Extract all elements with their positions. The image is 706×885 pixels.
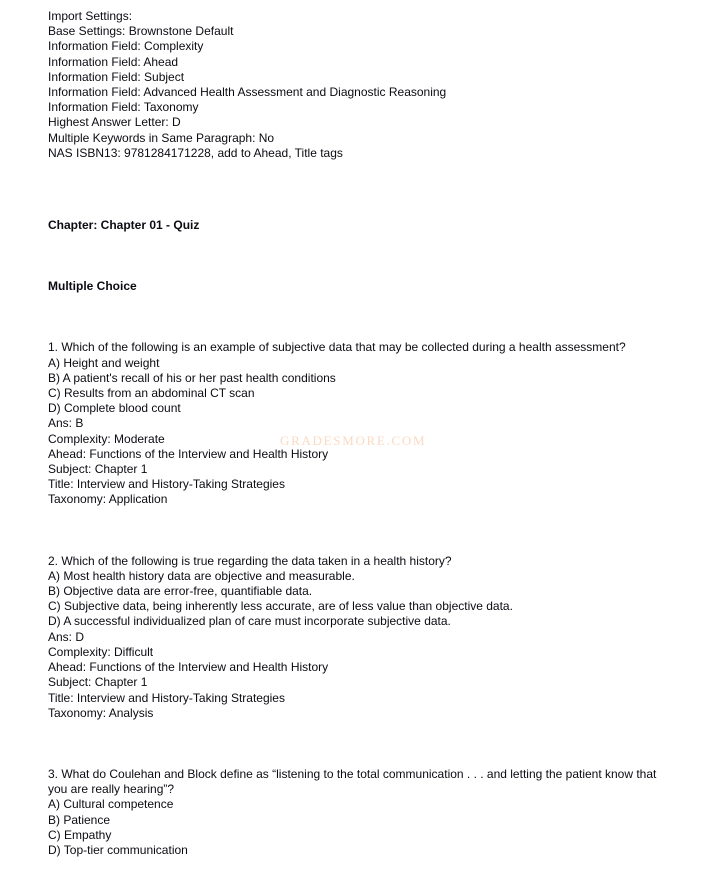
answer-option: B) Objective data are error-free, quantifiable data.	[48, 584, 313, 599]
question-metadata-complexity: Complexity: Difficult	[48, 644, 154, 659]
answer-option: C) Results from an abdominal CT scan	[48, 386, 255, 401]
question-metadata-taxonomy: Taxonomy: Application	[48, 492, 168, 507]
answer-option: D) Complete blood count	[48, 401, 181, 416]
answer-option: C) Empathy	[48, 827, 112, 842]
import-settings-line: Import Settings:	[48, 9, 133, 23]
question-metadata-answer: Ans: D	[48, 629, 85, 644]
answer-option: D) Top-tier communication	[48, 842, 188, 857]
import-settings-line: Base Settings: Brownstone Default	[48, 24, 234, 39]
question-metadata-title: Title: Interview and History-Taking Strategies	[48, 477, 285, 492]
spacer	[48, 508, 706, 554]
import-settings-line: Information Field: Advanced Health Assessment and Diagnostic Reasoning	[48, 85, 447, 100]
watermark: GRADESMORE.COM	[280, 433, 427, 448]
import-settings-line: Multiple Keywords in Same Paragraph: No	[48, 130, 275, 145]
answer-option: B) A patient's recall of his or her past health conditions	[48, 370, 336, 385]
answer-option: C) Subjective data, being inherently less accurate, are of less value than objective data.	[48, 599, 513, 614]
question-stem: 3. What do Coulehan and Block define as “listening to the total communication . . . and letting the patient know that you are really hearing”?	[48, 766, 660, 797]
answer-option: A) Most health history data are objective and measurable.	[48, 568, 355, 583]
question-stem: 1. Which of the following is an example of subjective data that may be collected during a health assessment?	[48, 340, 626, 355]
question-metadata-ahead: Ahead: Functions of the Interview and Health History	[48, 660, 329, 675]
question-metadata-complexity: Complexity: Moderate	[48, 431, 165, 446]
answer-option: A) Height and weight	[48, 355, 160, 370]
question-metadata-answer: Ans: B	[48, 416, 84, 431]
spacer	[48, 161, 706, 218]
chapter-heading: Chapter: Chapter 01 - Quiz	[48, 218, 200, 233]
import-settings-line: NAS ISBN13: 9781284171228, add to Ahead, Title tags	[48, 145, 343, 160]
spacer	[48, 294, 706, 340]
import-settings-line: Information Field: Taxonomy	[48, 100, 199, 115]
import-settings-block	[48, 9, 676, 161]
answer-option: D) A successful individualized plan of care must incorporate subjective data.	[48, 614, 451, 629]
section-heading-multiple-choice: Multiple Choice	[48, 279, 137, 294]
question-block	[48, 767, 676, 858]
spacer	[48, 233, 706, 279]
import-settings-line: Information Field: Complexity	[48, 39, 204, 54]
spacer	[48, 721, 706, 767]
question-stem: 2. Which of the following is true regarding the data taken in a health history?	[48, 553, 452, 568]
answer-option: A) Cultural competence	[48, 797, 174, 812]
question-block	[48, 340, 676, 507]
question-block	[48, 554, 676, 721]
question-metadata-subject: Subject: Chapter 1	[48, 675, 148, 690]
answer-option: B) Patience	[48, 812, 111, 827]
question-metadata-subject: Subject: Chapter 1	[48, 462, 148, 477]
import-settings-line: Information Field: Ahead	[48, 54, 179, 69]
import-settings-line: Highest Answer Letter: D	[48, 115, 181, 130]
question-metadata-ahead: Ahead: Functions of the Interview and Health History	[48, 446, 329, 461]
question-metadata-taxonomy: Taxonomy: Analysis	[48, 705, 154, 720]
import-settings-line: Information Field: Subject	[48, 69, 185, 84]
question-metadata-title: Title: Interview and History-Taking Strategies	[48, 690, 285, 705]
